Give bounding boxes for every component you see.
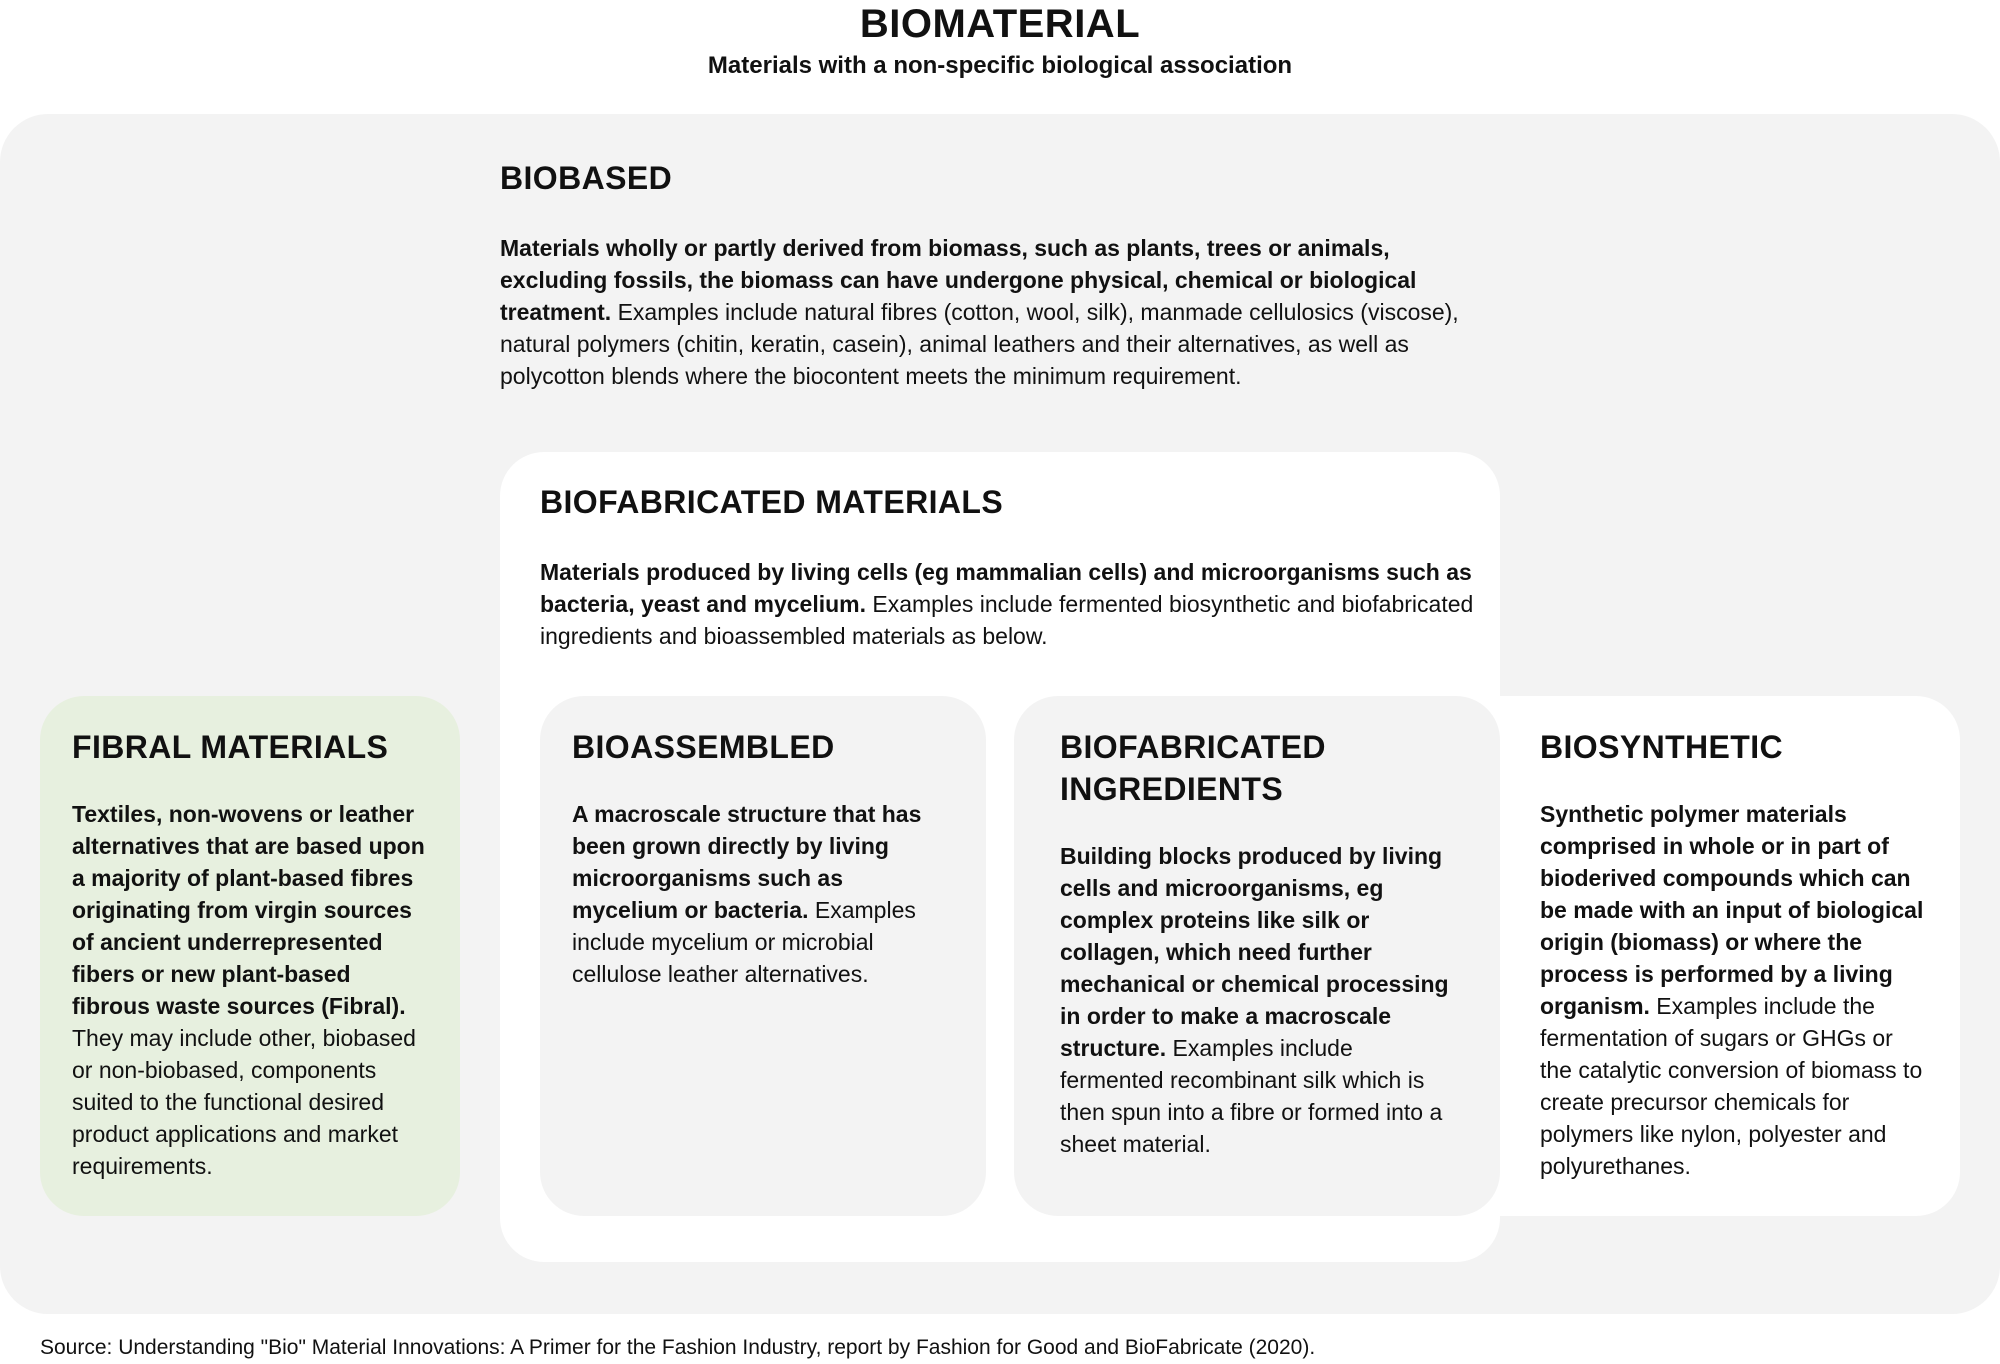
ingredients-description-bold: Building blocks produced by living cells and microorganisms, eg complex proteins like silk or collagen, which need further mechanical or chemical processing in order to make a macroscale structure. — [1060, 843, 1449, 1061]
bioassembled-card — [540, 696, 986, 1216]
fibral-materials-description — [72, 798, 428, 1182]
ingredients-description-regular: Examples include fermented recombinant silk which is then spun into a fibre or formed into a sheet material. — [1060, 1035, 1443, 1157]
biofabricated-description-bold: Materials produced by living cells (eg mammalian cells) and microorganisms such as bacteria, yeast and mycelium. — [540, 559, 1472, 617]
biofabricated-ingredients-card — [1014, 696, 1500, 1216]
page-subtitle: Materials with a non-specific biological association — [707, 52, 1293, 79]
fibral-materials-card — [40, 696, 460, 1216]
fibral-description-bold: Textiles, non-wovens or leather alternatives that are based upon a majority of plant-based fibres originating from virgin sources of ancient underrepresented fibers or new plant-based fibrous waste sources (Fibral). — [72, 801, 425, 1019]
page-title: BIOMATERIAL — [859, 2, 1141, 46]
bioassembled-description-regular: Examples include mycelium or microbial cellulose leather alternatives. — [572, 897, 916, 987]
biofabricated-title: BIOFABRICATED MATERIALS — [540, 484, 1004, 520]
source-note: Source: Understanding "Bio" Material Innovations: A Primer for the Fashion Industry, report by Fashion for Good and BioFabricate (2020). — [40, 1336, 1316, 1359]
biofabricated-description — [540, 556, 1480, 652]
biobased-description-bold: Materials wholly or partly derived from biomass, such as plants, trees or animals, excluding fossils, the biomass can have undergone physical, chemical or biological treatment. — [500, 235, 1417, 325]
biobased-description — [500, 232, 1490, 392]
biosynthetic-title: BIOSYNTHETIC — [1540, 729, 1784, 765]
fibral-materials-title: FIBRAL MATERIALS — [72, 729, 389, 765]
bioassembled-title: BIOASSEMBLED — [572, 729, 835, 765]
biobased-title: BIOBASED — [500, 160, 673, 196]
fibral-description-regular: They may include other, biobased or non-biobased, components suited to the functional desired product applications and market requirements. — [72, 1025, 416, 1179]
biosynthetic-description-bold: Synthetic polymer materials comprised in whole or in part of bioderived compounds which can be made with an input of biological origin (biomass) or where the process is performed by a living organism. — [1540, 801, 1924, 1019]
biofabricated-ingredients-description — [1060, 840, 1460, 1160]
bioassembled-description — [572, 798, 954, 990]
bioassembled-description-bold: A macroscale structure that has been grown directly by living microorganisms such as mycelium or bacteria. — [572, 801, 922, 923]
biosynthetic-description — [1540, 798, 1926, 1182]
biosynthetic-description-regular: Examples include the fermentation of sugars or GHGs or the catalytic conversion of biomass to create precursor chemicals for polymers like nylon, polyester and polyurethanes. — [1540, 993, 1923, 1179]
biofabricated-description-regular: Examples include fermented biosynthetic and biofabricated ingredients and bioassembled materials as below. — [540, 591, 1474, 649]
biosynthetic-card — [1500, 696, 1960, 1216]
biobased-description-regular: Examples include natural fibres (cotton, wool, silk), manmade cellulosics (viscose), natural polymers (chitin, keratin, casein), animal leathers and their alternatives, as well as polycotton blends where the biocontent meets the minimum requirement. — [500, 299, 1459, 389]
biofabricated-ingredients-title: BIOFABRICATED INGREDIENTS — [1060, 729, 1326, 807]
